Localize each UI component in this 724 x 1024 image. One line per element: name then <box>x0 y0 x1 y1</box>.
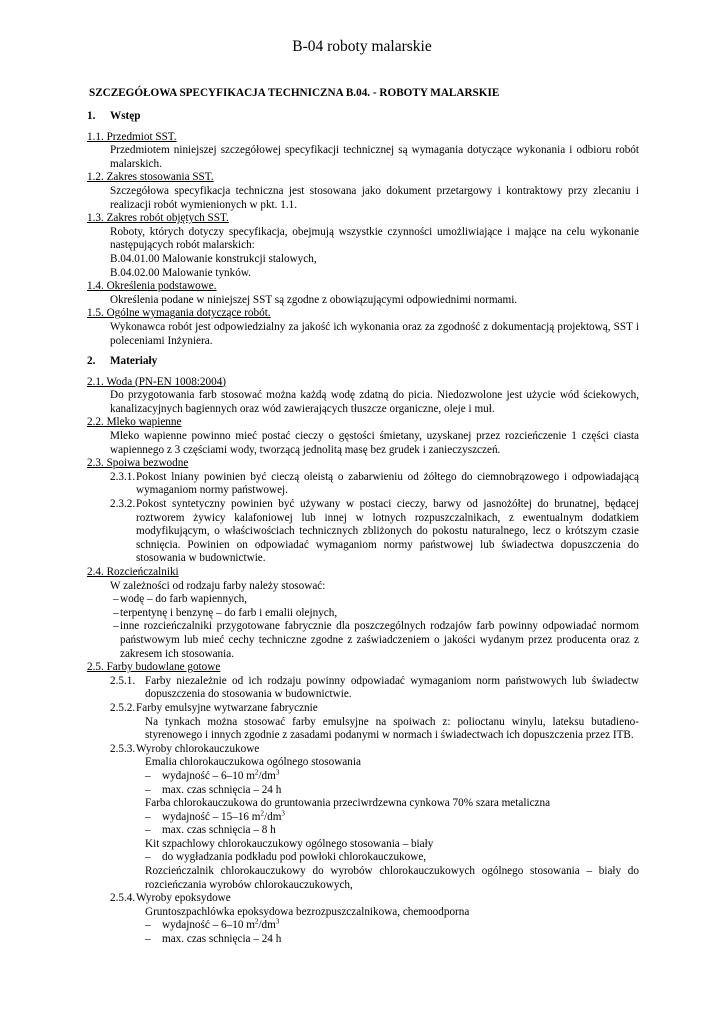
section-1-3-item: B.04.02.00 Malowanie tynków. <box>110 266 251 279</box>
section-1-heading: 1. Wstęp <box>87 110 141 122</box>
product-name: Kit szpachlowy chlorokauczukowy ogólnego stosowania – biały <box>145 837 434 850</box>
document-heading: SZCZEGÓŁOWA SPECYFIKACJA TECHNICZNA B.04. - ROBOTY MALARSKIE <box>89 87 500 99</box>
list-item: – wodę – do farb wapiennych, <box>113 593 248 606</box>
list-item: – max. czas schnięcia – 24 h <box>145 933 282 946</box>
list-item: 2.3.1. Pokost lniany powinien być cieczą oleistą o zabarwieniu od żółtego do ciemnobrązowego i odpowiadającą wymaganiom normy państwowej. <box>110 470 639 497</box>
section-1-2-title: 1.2. Zakres stosowania SST. <box>87 171 214 184</box>
section-1-1-title: 1.1. Przedmiot SST. <box>87 130 177 143</box>
product-name: Emalia chlorokauczukowa ogólnego stosowania <box>145 756 361 769</box>
list-item: – terpentynę i benzynę – do farb i emalii olejnych, <box>113 606 338 619</box>
list-item: – inne rozcieńczalniki przygotowane fabrycznie dla poszczególnych rodzajów farb powinny odpowiadać normom państwowym lub mieć cechy techniczne zgodne z zaświadczeniem o jakości wydanym przez producenta oraz z zakresem ich stosowania. <box>113 620 639 660</box>
section-1-3-text: Roboty, których dotyczy specyfikacja, obejmują wszystkie czynności umożliwiające i mające na celu wykonanie następujących robót malarskich: <box>110 225 639 252</box>
list-item: – do wygładzania podkładu pod powłoki chlorokauczukowe, <box>145 851 427 864</box>
list-item: 2.5.1. Farby niezależnie od ich rodzaju powinny odpowiadać wymaganiom norm państwowych lub świadectw dopuszczenia do stosowania w budownictwie. <box>110 674 639 701</box>
section-1-4-text: Określenia podane w niniejszej SST są zgodne z obowiązującymi odpowiednimi normami. <box>110 293 518 306</box>
section-1-4-title: 1.4. Określenia podstawowe. <box>87 280 217 293</box>
page-title: B-04 roboty malarskie <box>292 38 432 55</box>
section-1-1-text: Przedmiotem niniejszej szczegółowej specyfikacji technicznej są wymagania dotyczące wykonania i odbioru robót malarskich. <box>110 144 639 170</box>
section-2-3-title: 2.3. Spoiwa bezwodne <box>87 457 189 470</box>
section-2-2-title: 2.2. Mleko wapienne <box>87 416 182 429</box>
section-2-5-2-text: Na tynkach można stosować farby emulsyjne na spoiwach z: polioctanu winylu, lateksu butadieno-styrenowego i innych zgodnie z zasadami podanymi w normach i świadectwach ich dopuszczenia przez ITB. <box>145 715 639 742</box>
list-item: – wydajność – 6–10 $m^2/dm^3$ <box>145 917 280 932</box>
section-2-5-title: 2.5. Farby budowlane gotowe <box>87 661 221 674</box>
section-2-4-intro: W zależności od rodzaju farby należy stosować: <box>110 579 326 592</box>
list-item: – wydajność – 15–16 $m^2/dm^3$ <box>145 808 285 823</box>
list-item: – max. czas schnięcia – 24 h <box>145 783 282 796</box>
section-2-2-text: Mleko wapienne powinno mieć postać cieczy o gęstości śmietany, uzyskanej przez rozcieńczenie 1 części ciasta wapiennego z 3 częściami wody, tworzącą jednolitą masę bez grudek i zanieczyszczeń. <box>110 430 639 456</box>
product-name: Rozcieńczalnik chlorokauczukowy do wyrobów chlorokauczukowych ogólnego stosowania – biały do rozcieńczania wyrobów chlorokauczukowych, <box>145 865 639 891</box>
section-1-5-title: 1.5. Ogólne wymagania dotyczące robót. <box>87 307 271 320</box>
section-2-heading: 2. Materiały <box>87 355 158 368</box>
product-name: Farba chlorokauczukowa do gruntowania przeciwrdzewna cynkowa 70% szara metaliczna <box>145 797 551 810</box>
list-item: – max. czas schnięcia – 8 h <box>145 824 276 837</box>
section-2-1-title: 2.1. Woda (PN-EN 1008:2004) <box>87 375 227 388</box>
list-item: 2.5.4. Wyroby epoksydowe <box>110 892 231 905</box>
document-body <box>87 110 639 947</box>
list-item: 2.5.2. Farby emulsyjne wytwarzane fabrycznie <box>110 701 318 714</box>
list-item: – wydajność – 6–10 $m^2/dm^3$ <box>145 768 280 782</box>
section-1-2-text: Szczegółowa specyfikacja techniczna jest stosowana jako dokument przetargowy i kontraktowy przy zlecaniu i realizacji robót wymienionych w pkt. 1.1. <box>110 184 639 211</box>
product-name: Gruntoszpachlówka epoksydowa bezrozpuszczalnikowa, chemoodporna <box>145 905 470 918</box>
section-2-4-title: 2.4. Rozcieńczalniki <box>87 566 179 578</box>
list-item: 2.3.2. Pokost syntetyczny powinien być używany w postaci cieczy, barwy od jasnożółtej do brunatnej, będącej roztworem żywicy kalafoniowej lub innej w lotnych rozpuszczalnikach, z ewentualnym dodatkiem modyfikującym, o właściwościach technicznych zbliżonych do pokostu naturalnego, lecz o krótszym czasie schnięcia. Powinien on odpowiadać wymaganiom normy państwowej lub świadectwa dopuszczenia do stosowania w budownictwie. <box>110 498 639 565</box>
list-item: 2.5.3. Wyroby chlorokauczukowe <box>110 742 260 755</box>
section-2-1-text: Do przygotowania farb stosować można każdą wodę zdatną do picia. Niedozwolone jest użycie wód ściekowych, kanalizacyjnych bagiennych oraz wód zawierających tłuszcze organiczne, oleje i muł. <box>110 389 639 415</box>
section-1-5-text: Wykonawca robót jest odpowiedzialny za jakość ich wykonania oraz za zgodność z dokumentacją projektową, SST i poleceniami Inżyniera. <box>110 320 639 347</box>
section-1-3-title: 1.3. Zakres robót objętych SST. <box>87 212 229 225</box>
section-1-3-item: B.04.01.00 Malowanie konstrukcji stalowych, <box>110 252 317 265</box>
